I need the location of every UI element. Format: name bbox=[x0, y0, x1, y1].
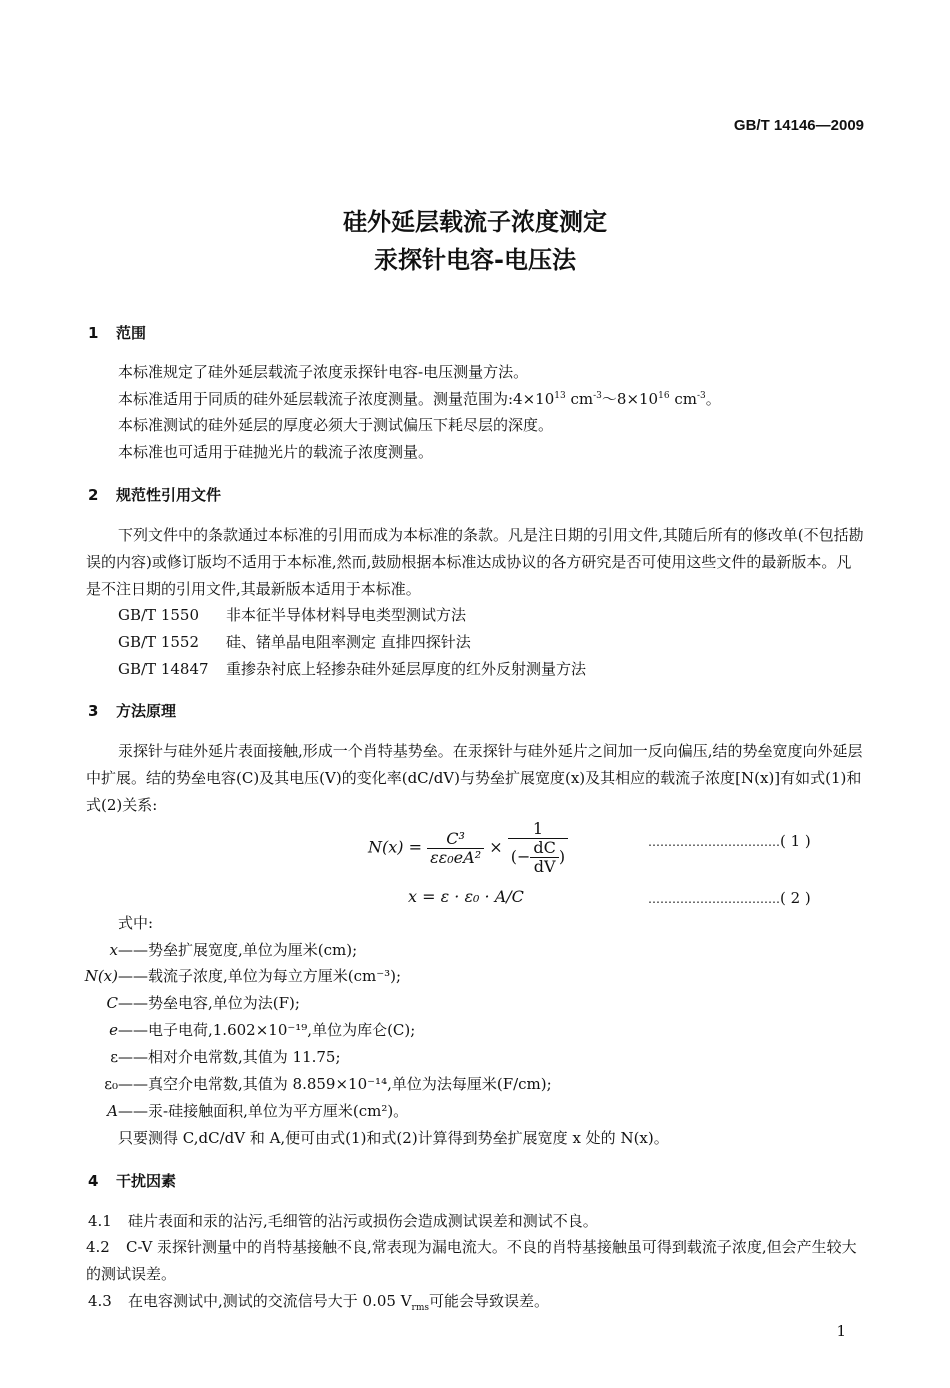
section-4-heading bbox=[88, 1170, 176, 1191]
section-3-heading bbox=[88, 700, 176, 721]
paragraph: 本标准测试的硅外延层的厚度必须大于测试偏压下耗尽层的深度。 bbox=[118, 416, 554, 434]
definition-item bbox=[66, 967, 401, 985]
paragraph: 本标准也可适用于硅抛光片的载流子浓度测量。 bbox=[118, 443, 434, 461]
clause-text: 可能会导致误差。 bbox=[429, 1292, 550, 1310]
denominator: εε₀eA² bbox=[430, 847, 482, 867]
fraction bbox=[508, 820, 568, 876]
definition-text: ——相对介电常数,其值为 11.75; bbox=[118, 1048, 341, 1066]
reference-item bbox=[118, 606, 466, 624]
document-title-line2: 汞探针电容-电压法 bbox=[374, 246, 576, 274]
range-text: 本标准适用于同质的硅外延层载流子浓度测量。测量范围为:4×10 bbox=[118, 390, 555, 408]
paragraph: 下列文件中的条款通过本标准的引用而成为本标准的条款。凡是注日期的引用文件,其随后所有的修改单(不包括勘误的内容)或修订版均不适用于本标准,然而,鼓励根据本标准达成协议的各方研究是否可使用这些文件的最新版本。凡是不注日期的引用文件,其最新版本适用于本标准。 bbox=[86, 526, 864, 598]
reference-code: GB/T 1552 bbox=[118, 633, 200, 651]
subscript: rms bbox=[411, 1303, 430, 1313]
definition-item bbox=[66, 994, 300, 1012]
definition-term: N(x) bbox=[84, 967, 118, 985]
equation-2-leader bbox=[648, 889, 811, 908]
numerator: 1 bbox=[508, 820, 568, 839]
exponent: -3 bbox=[593, 391, 602, 401]
definition-text: ——势垒电容,单位为法(F); bbox=[118, 994, 300, 1012]
clause-number: 4.2 bbox=[86, 1238, 110, 1256]
definition-item bbox=[66, 941, 357, 959]
definition-text: ——载流子浓度,单位为每立方厘米(cm⁻³); bbox=[118, 967, 402, 985]
definition-term: ε bbox=[110, 1048, 118, 1066]
definition-term: x bbox=[109, 941, 118, 959]
page-number: 1 bbox=[836, 1322, 846, 1340]
fraction bbox=[427, 830, 484, 867]
exponent: 16 bbox=[658, 391, 670, 401]
definition-term: ε₀ bbox=[104, 1075, 118, 1093]
definition-text: ——势垒扩展宽度,单位为厘米(cm); bbox=[118, 941, 358, 959]
derivative-fraction bbox=[530, 839, 558, 876]
section-number: 3 bbox=[88, 702, 99, 720]
section-title: 方法原理 bbox=[116, 702, 177, 720]
standard-code: GB/T 14146—2009 bbox=[733, 117, 864, 134]
numerator: dC bbox=[530, 839, 558, 858]
clause-item bbox=[88, 1212, 598, 1230]
paragraph-range bbox=[118, 390, 721, 408]
clause-text: 硅片表面和汞的沾污,毛细管的沾污或损伤会造成测试误差和测试不良。 bbox=[128, 1212, 598, 1230]
minus-sign: − bbox=[516, 847, 531, 866]
paragraph: 汞探针与硅外延片表面接触,形成一个肖特基势垒。在汞探针与硅外延片之间加一反向偏压,结的势垒宽度向外延层中扩展。结的势垒电容(C)及其电压(V)的变化率(dC/dV)与势垒扩展宽度(x)及其相应的载流子浓度[N(x)]有如式(1)和式(2)关系: bbox=[86, 742, 863, 814]
times-sign: × bbox=[489, 837, 503, 857]
definition-text: ——电子电荷,1.602×10⁻¹⁹,单位为库仑(C); bbox=[118, 1021, 416, 1039]
exponent: -3 bbox=[696, 391, 706, 401]
definition-item bbox=[66, 1021, 415, 1039]
section-2-heading bbox=[88, 484, 221, 505]
section-number: 4 bbox=[88, 1172, 99, 1190]
range-text: 。 bbox=[705, 390, 721, 408]
clause-text: C-V 汞探针测量中的肖特基接触不良,常表现为漏电流大。不良的肖特基接触虽可得到载流子浓度,但会产生较大的测试误差。 bbox=[86, 1238, 857, 1283]
equation-1-leader bbox=[648, 832, 811, 851]
paragraph: 本标准规定了硅外延层载流子浓度汞探针电容-电压测量方法。 bbox=[118, 363, 529, 381]
section-number: 2 bbox=[88, 486, 99, 504]
reference-code: GB/T 1550 bbox=[118, 606, 200, 624]
numerator: C³ bbox=[427, 830, 484, 849]
clause-item bbox=[86, 1234, 866, 1288]
definition-term: e bbox=[109, 1021, 118, 1039]
clause-number: 4.3 bbox=[88, 1292, 112, 1310]
leader-dots: …………………………… bbox=[648, 892, 780, 906]
paragraph-conclusion: 只要测得 C,dC/dV 和 A,便可由式(1)和式(2)计算得到势垒扩展宽度 x 处的 N(x)。 bbox=[118, 1129, 669, 1147]
leader-dots: …………………………… bbox=[648, 835, 780, 849]
definition-item bbox=[66, 1075, 552, 1093]
section-title: 范围 bbox=[116, 324, 147, 342]
definition-text: ——汞-硅接触面积,单位为平方厘米(cm²)。 bbox=[118, 1102, 409, 1120]
definition-term: A bbox=[107, 1102, 118, 1120]
section-1-heading bbox=[88, 322, 146, 343]
section-number: 1 bbox=[88, 324, 99, 342]
definition-item bbox=[66, 1048, 341, 1066]
equation-number: ( 1 ) bbox=[780, 832, 811, 850]
where-label: 式中: bbox=[118, 914, 154, 932]
definition-item bbox=[66, 1102, 408, 1120]
document-title-line1: 硅外延层载流子浓度测定 bbox=[343, 208, 607, 236]
section-title: 规范性引用文件 bbox=[116, 486, 222, 504]
definition-term: C bbox=[106, 994, 118, 1012]
reference-title: 重掺杂衬底上轻掺杂硅外延层厚度的红外反射测量方法 bbox=[226, 660, 587, 678]
equation-lhs: N(x) = bbox=[368, 837, 422, 857]
section-title: 干扰因素 bbox=[116, 1172, 177, 1190]
definition-text: ——真空介电常数,其值为 8.859×10⁻¹⁴,单位为法每厘米(F/cm); bbox=[118, 1075, 552, 1093]
denominator: dV bbox=[533, 857, 556, 876]
reference-item bbox=[118, 633, 471, 651]
equation-1 bbox=[368, 820, 568, 876]
denominator: (− $\frac{dC}{dV}$ ) bbox=[510, 838, 566, 876]
reference-code: GB/T 14847 bbox=[118, 660, 209, 678]
reference-title: 硅、锗单晶电阻率测定 直排四探针法 bbox=[226, 633, 471, 651]
equation-2: x = ε · ε₀ · A/C bbox=[408, 887, 524, 906]
clause-number: 4.1 bbox=[88, 1212, 112, 1230]
reference-item bbox=[118, 660, 586, 678]
unit: cm bbox=[669, 390, 697, 408]
exponent: 13 bbox=[554, 391, 566, 401]
clause-item bbox=[88, 1292, 550, 1313]
clause-text: 在电容测试中,测试的交流信号大于 0.05 V bbox=[128, 1292, 412, 1310]
range-text: ～8×10 bbox=[601, 390, 659, 408]
unit: cm bbox=[565, 390, 594, 408]
equation-number: ( 2 ) bbox=[780, 889, 811, 907]
reference-title: 非本征半导体材料导电类型测试方法 bbox=[226, 606, 467, 624]
